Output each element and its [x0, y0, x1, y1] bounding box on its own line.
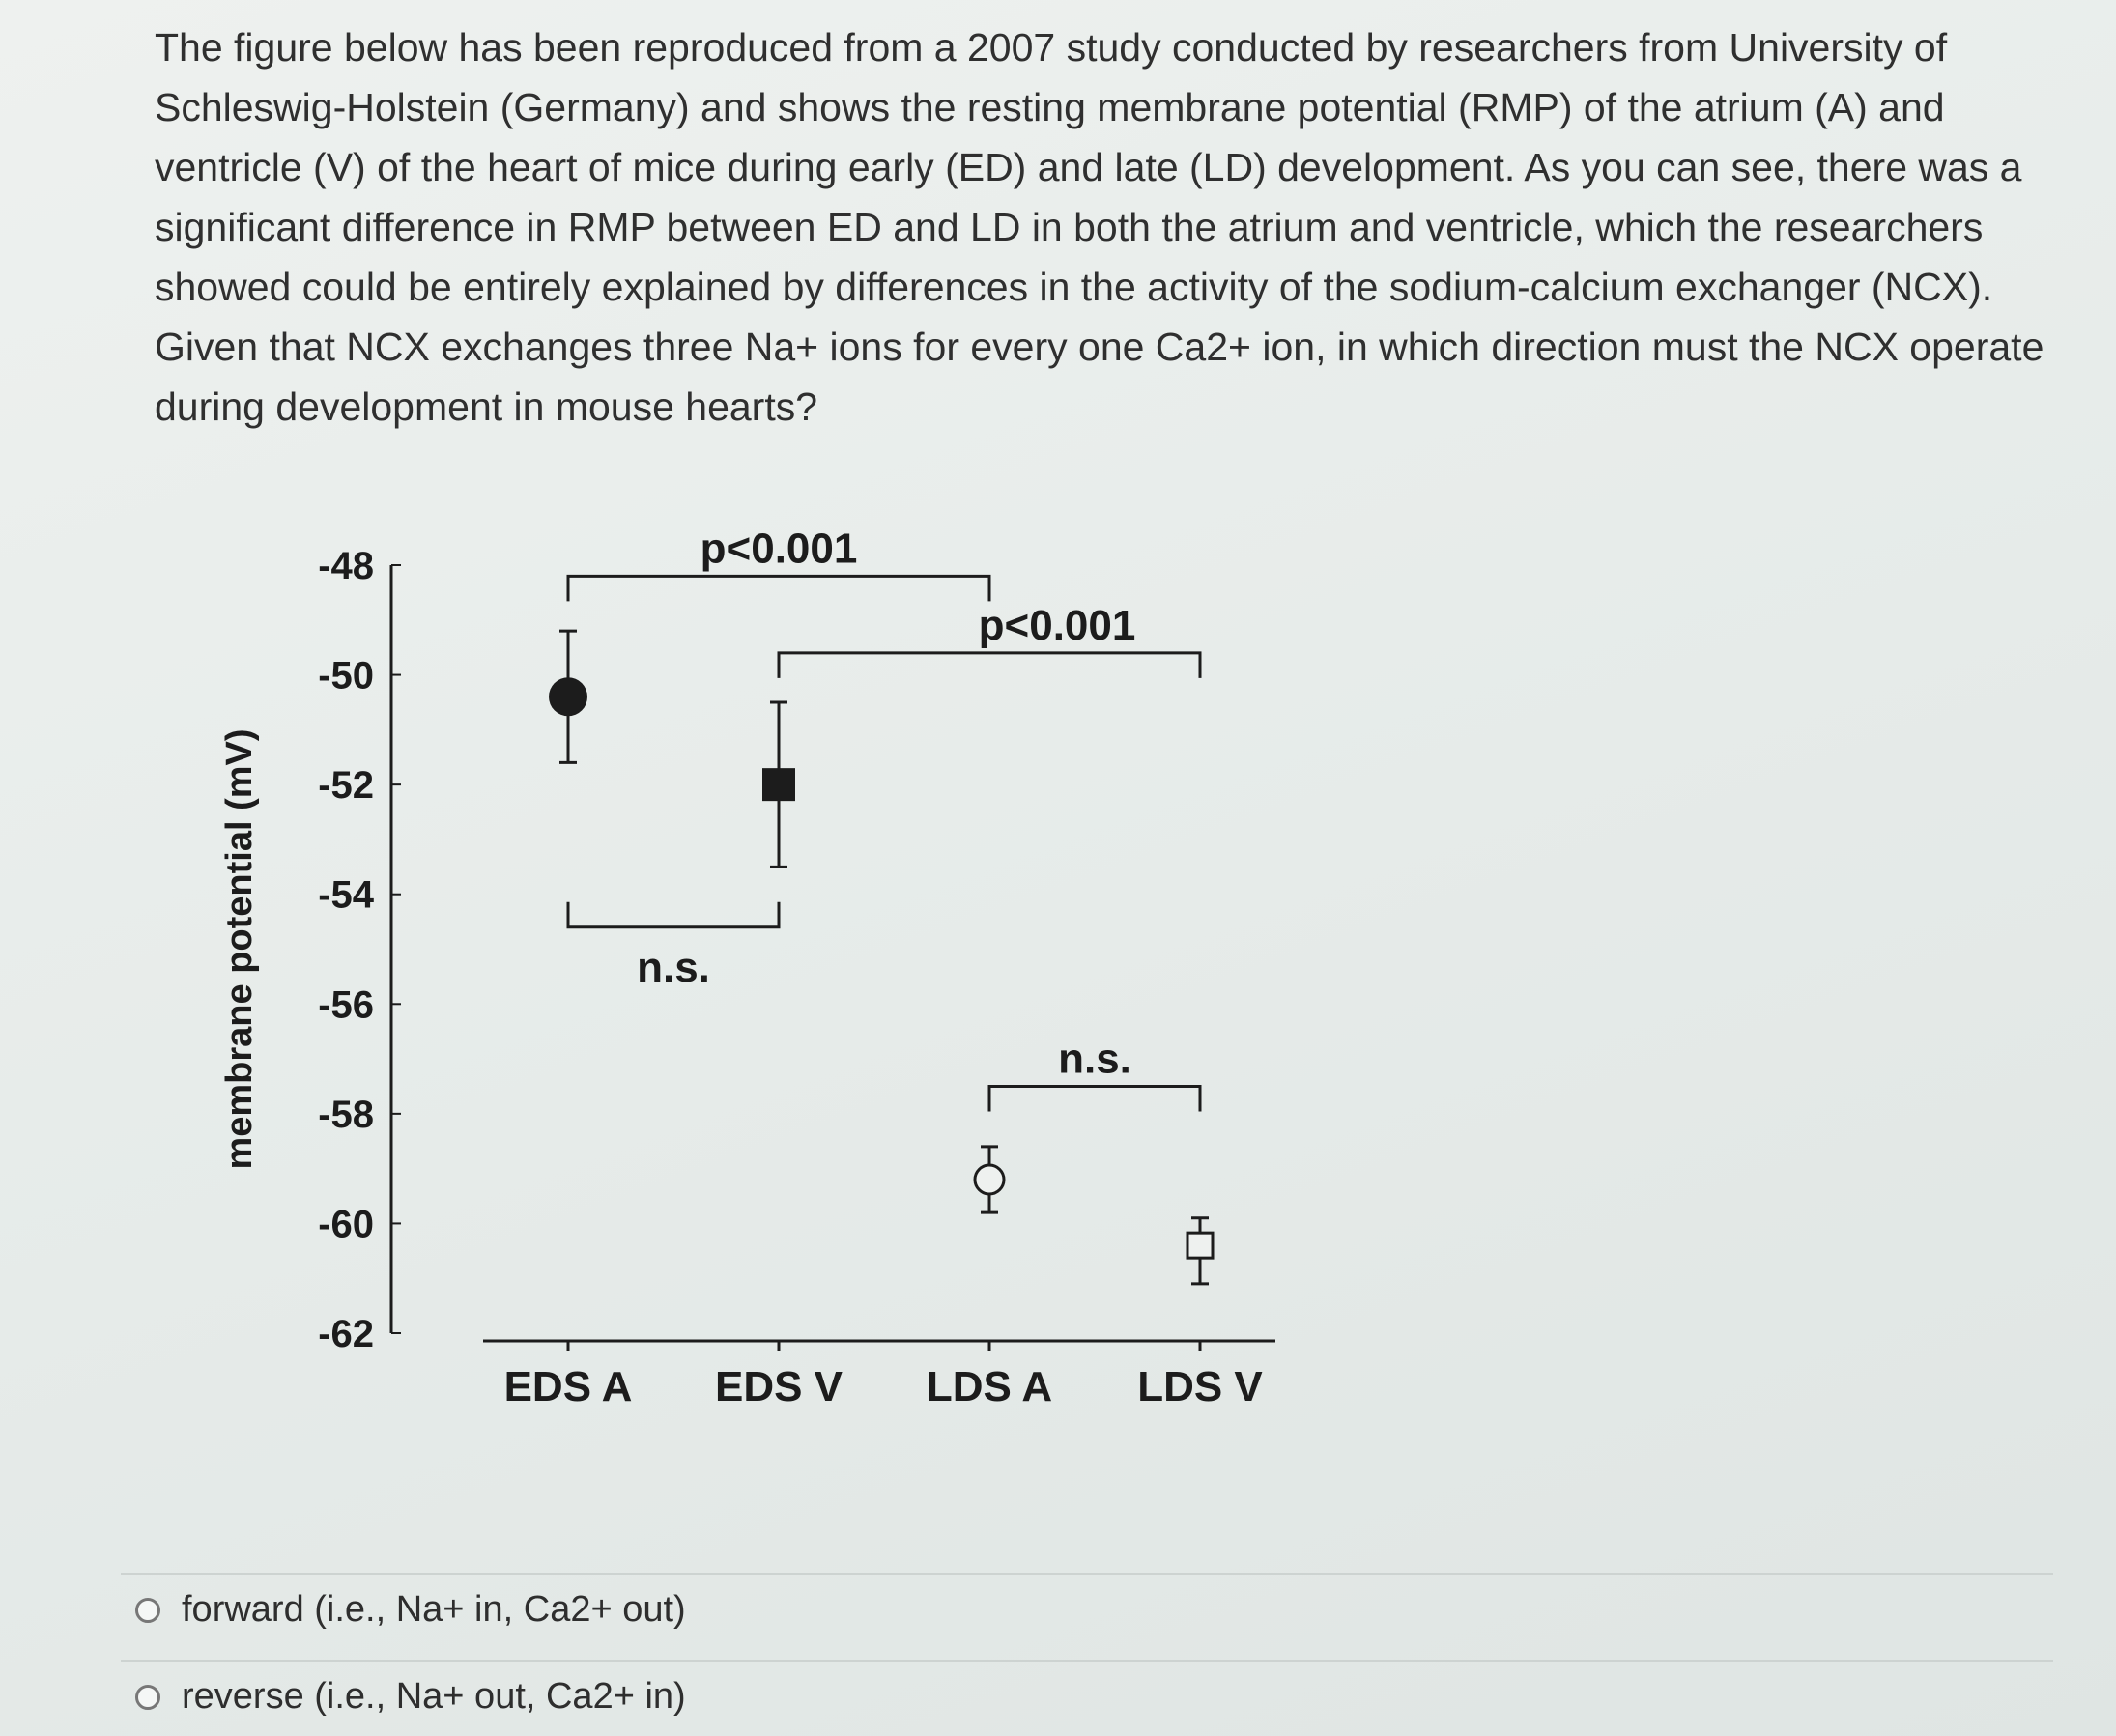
significance-label: n.s. [637, 943, 710, 991]
radio-reverse[interactable] [135, 1685, 160, 1710]
option-reverse[interactable] [135, 1676, 686, 1718]
significance-bracket [568, 902, 779, 927]
chart-svg [193, 483, 1304, 1459]
radio-forward[interactable] [135, 1598, 160, 1623]
significance-label: p<0.001 [978, 601, 1136, 649]
y-tick-label: -62 [318, 1313, 374, 1355]
significance-label: p<0.001 [700, 525, 858, 573]
membrane-potential-chart [193, 483, 1304, 1459]
divider [121, 1573, 2053, 1575]
question-text: The figure below has been reproduced from a 2007 study conducted by researchers from University of Schleswig-Holstein (Germany) and shows the resting membrane potential (RMP) of the atrium (A) and ventricle (V) of the heart of mice during early (ED) and late (LD) development. As you can see, there was a significant difference in RMP between ED and LD in both the atrium and ventricle, which the researchers showed could be entirely explained by differences in the activity of the sodium-calcium exchanger (NCX). Given that NCX exchanges three Na+ ions for every one Ca2+ ion, in which direction must the NCX operate during development in mouse hearts? [155, 25, 2045, 429]
y-tick-label: -50 [318, 654, 374, 697]
option-forward-label: forward (i.e., Na+ in, Ca2+ out) [182, 1589, 686, 1630]
data-point [762, 768, 795, 801]
data-point [549, 677, 587, 716]
option-reverse-label: reverse (i.e., Na+ out, Ca2+ in) [182, 1676, 686, 1717]
option-forward[interactable] [135, 1589, 686, 1631]
x-tick-label: EDS A [503, 1363, 633, 1410]
y-axis-label: membrane potential (mV) [219, 728, 260, 1170]
data-point [975, 1165, 1004, 1194]
x-tick-label: LDS V [1137, 1363, 1263, 1410]
x-tick-label: LDS A [926, 1363, 1053, 1410]
significance-bracket [779, 653, 1200, 678]
data-point [1187, 1233, 1213, 1258]
y-tick-label: -52 [318, 764, 374, 808]
divider [121, 1660, 2053, 1662]
y-tick-label: -58 [318, 1093, 374, 1136]
y-tick-label: -60 [318, 1203, 374, 1246]
y-tick-label: -56 [318, 983, 374, 1027]
x-tick-label: EDS V [714, 1363, 844, 1410]
significance-bracket [568, 576, 989, 601]
significance-bracket [989, 1086, 1200, 1111]
significance-label: n.s. [1058, 1035, 1131, 1083]
y-tick-label: -54 [318, 873, 374, 917]
y-tick-label: -48 [318, 545, 374, 587]
